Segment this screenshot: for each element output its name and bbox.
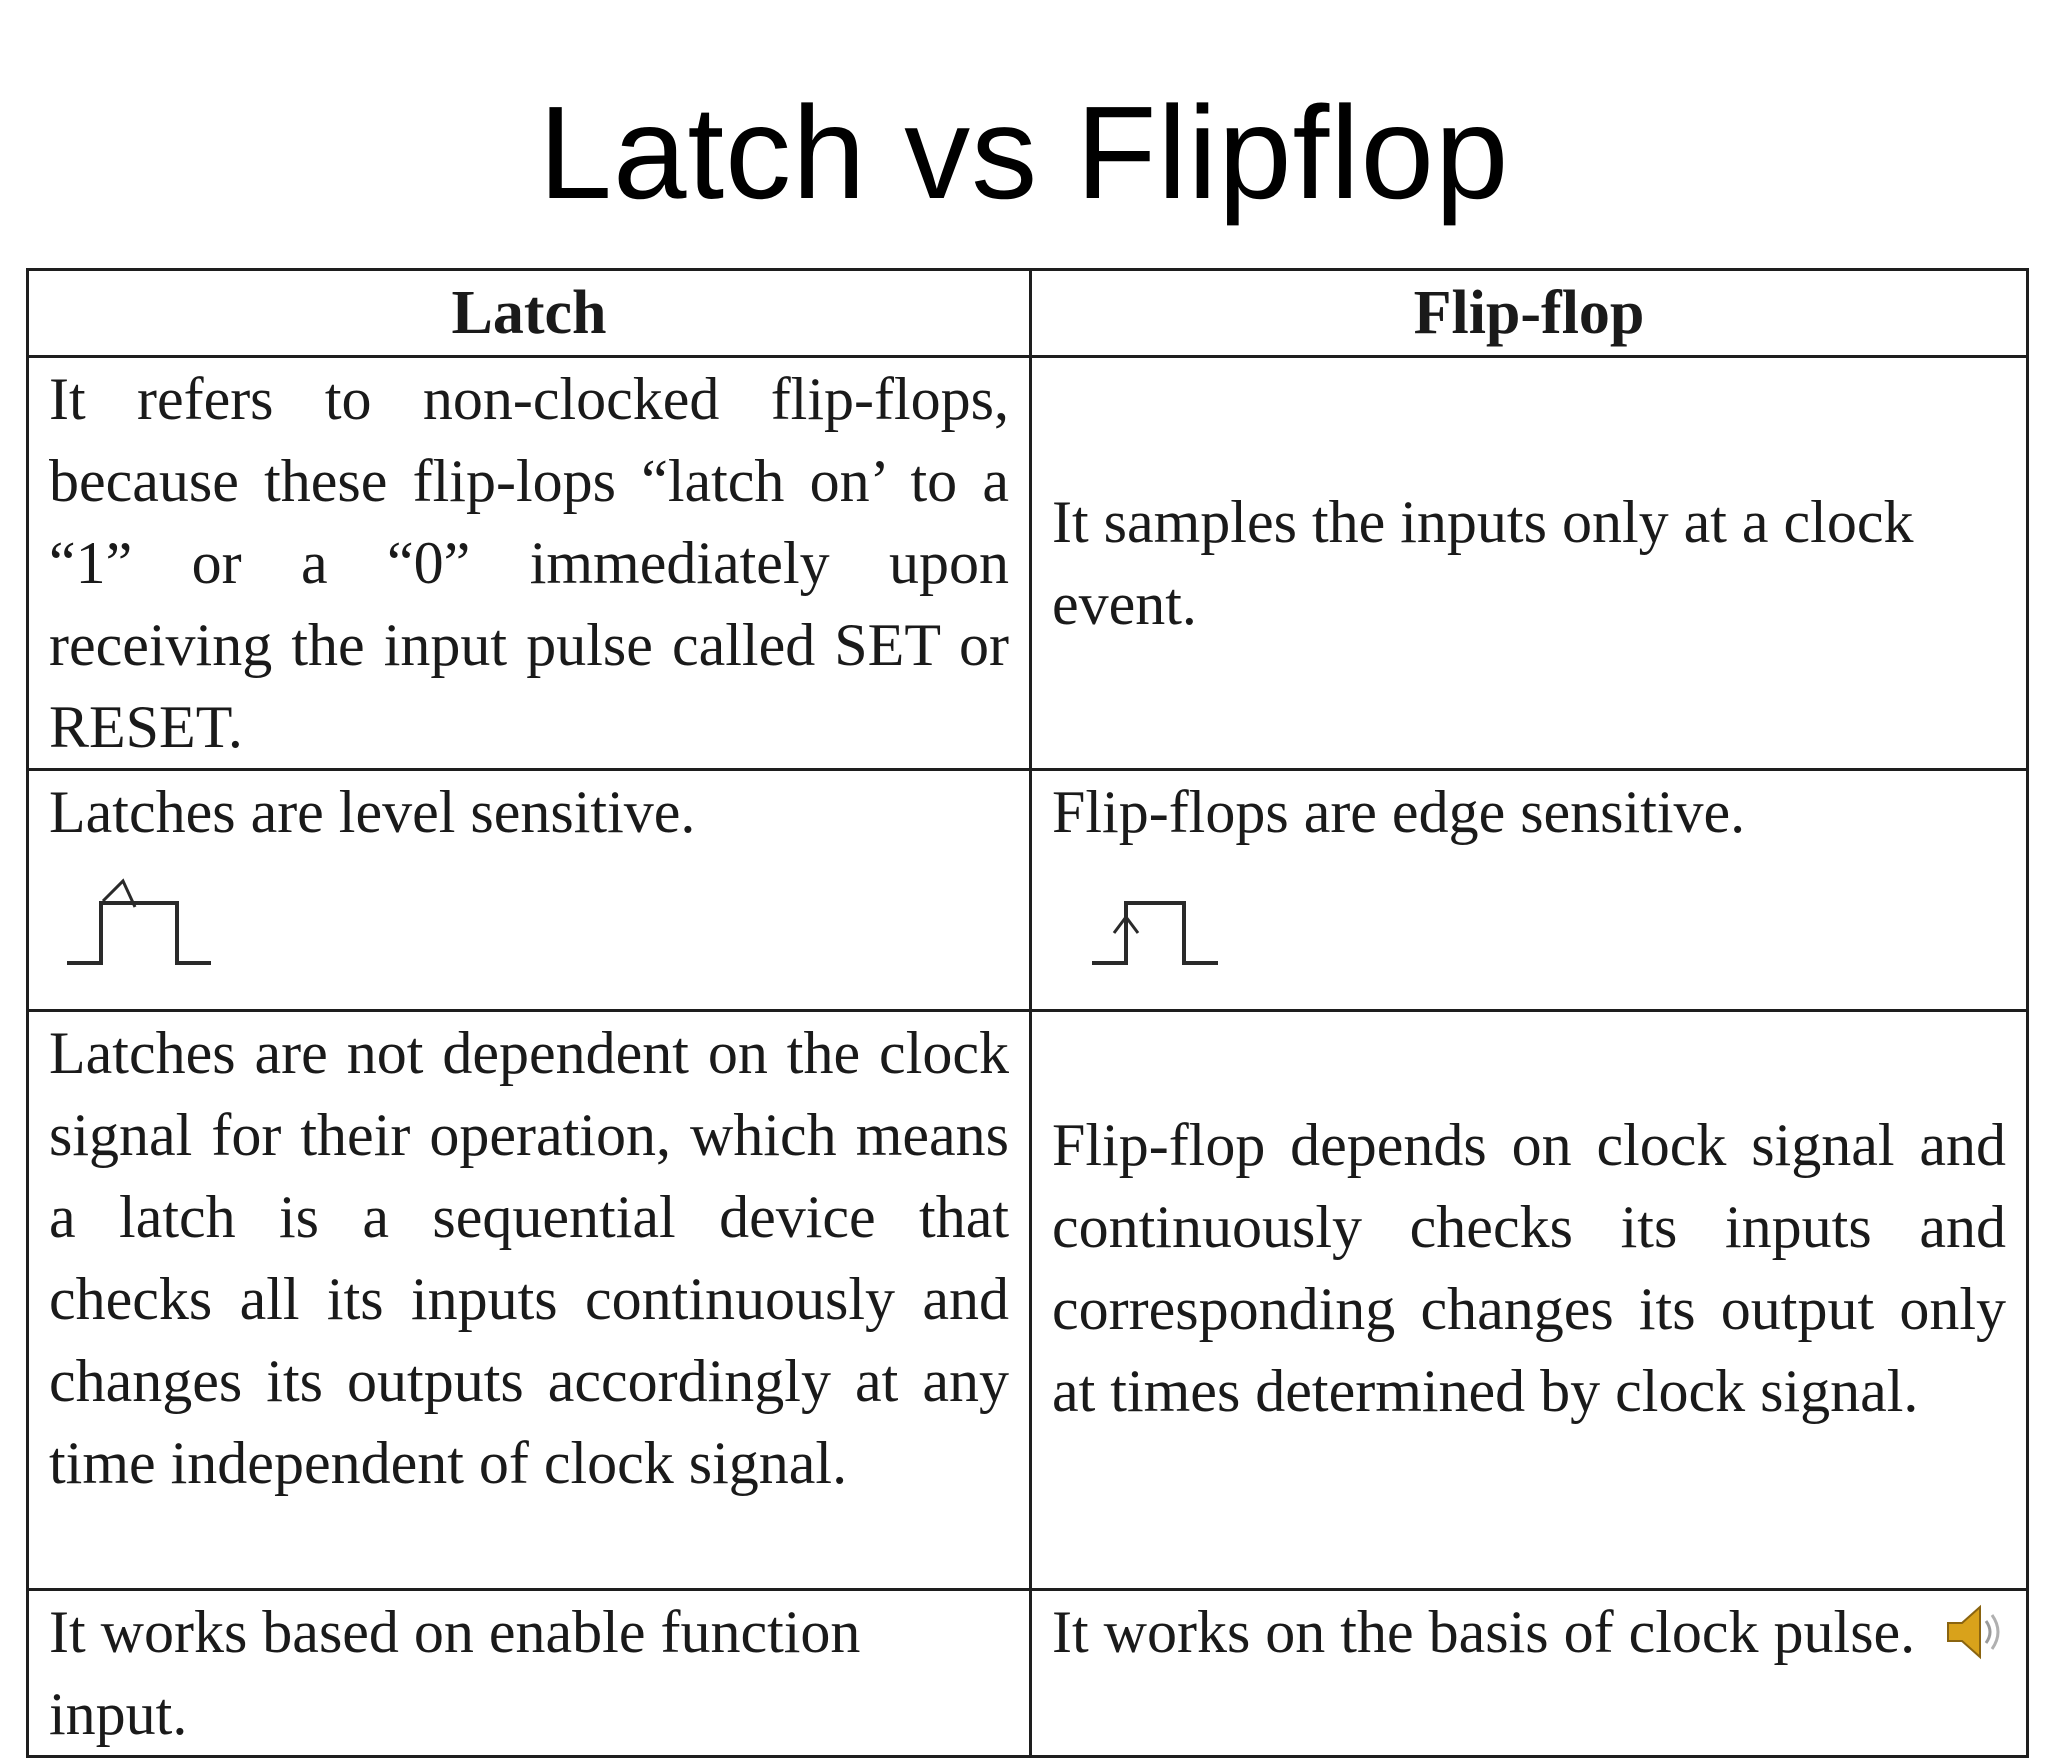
column-header-flipflop: Flip-flop bbox=[1031, 270, 2028, 357]
slide-title: Latch vs Flipflop bbox=[538, 79, 1510, 226]
latch-cell: Latches are not dependent on the clock signal for their operation, which means a latch is a sequential device that checks all its inputs continuously and changes its outputs accordingly at any time independent of clock signal. bbox=[28, 1011, 1031, 1590]
latch-cell: It works based on enable function input. bbox=[28, 1590, 1031, 1757]
table-row bbox=[28, 770, 2028, 1011]
comparison-table bbox=[26, 268, 2029, 1758]
table-row bbox=[28, 1590, 2028, 1757]
flipflop-cell bbox=[1031, 1590, 2028, 1757]
latch-cell: It refers to non-clocked flip-flops, because these flip-lops “latch on’ to a “1” or a “0” immediately upon receiving the input pulse called SET or RESET. bbox=[28, 357, 1031, 770]
table-row bbox=[28, 357, 2028, 770]
level-triggered-pulse-icon bbox=[61, 873, 221, 973]
flipflop-cell bbox=[1031, 770, 2028, 1011]
flipflop-cell: Flip-flop depends on clock signal and continuously checks its inputs and corresponding changes its output only at times determined by clock signal. bbox=[1031, 1011, 2028, 1590]
edge-triggered-pulse-icon bbox=[1086, 873, 1246, 973]
table-header-row bbox=[28, 270, 2028, 357]
flipflop-cell-text: It works on the basis of clock pulse. bbox=[1052, 1599, 1916, 1665]
latch-cell-text: Latches are level sensitive. bbox=[49, 779, 696, 845]
flipflop-cell-text: Flip-flops are edge sensitive. bbox=[1052, 779, 1746, 845]
column-header-latch: Latch bbox=[28, 270, 1031, 357]
latch-cell bbox=[28, 770, 1031, 1011]
speaker-icon[interactable] bbox=[1940, 1597, 2010, 1667]
flipflop-cell: It samples the inputs only at a clock event. bbox=[1031, 357, 2028, 770]
table-row bbox=[28, 1011, 2028, 1590]
